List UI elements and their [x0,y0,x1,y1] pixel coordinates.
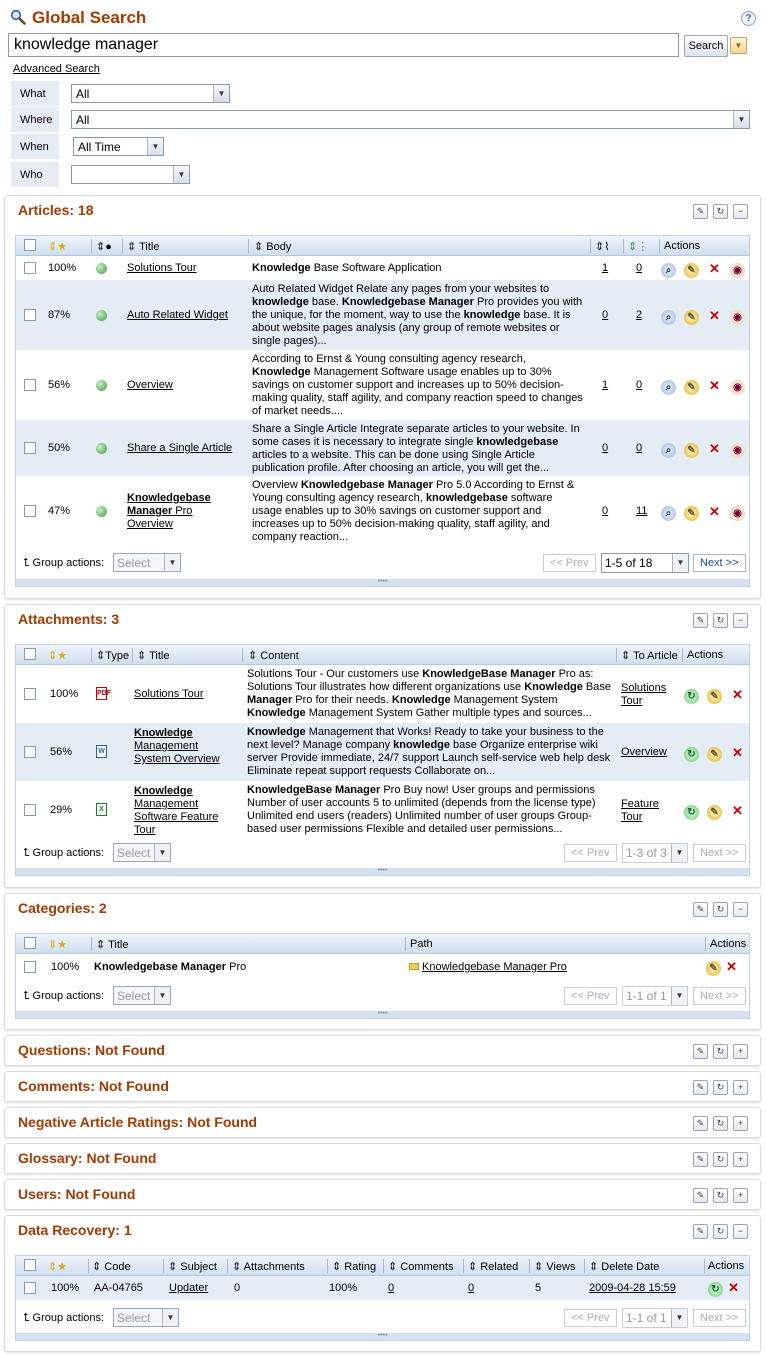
expand-icon[interactable]: + [733,1116,748,1131]
categories-panel [4,893,761,1030]
select-all-checkbox[interactable] [24,648,36,660]
data-recovery-panel [4,1215,761,1352]
attachments-count[interactable]: 0 [602,505,609,517]
preview-icon[interactable]: ◉ [730,506,745,521]
score-sort-icon[interactable]: ⇕★ [48,1261,68,1273]
panel-tools [688,204,748,219]
col-path: Path [410,938,433,950]
article-title-link[interactable]: Knowledgebase Manager Pro Overview [127,492,211,530]
panel-tools [688,613,748,628]
category-path[interactable]: Knowledgebase Manager Pro [409,961,567,973]
word-file-icon: W [96,745,107,758]
record-related[interactable]: 0 [468,1282,475,1294]
preview-icon[interactable]: ◉ [730,380,745,395]
expand-icon[interactable]: + [733,1044,748,1059]
recovery-grid [15,1255,750,1341]
delete-icon[interactable]: ✕ [709,504,720,519]
col-rating[interactable]: ⇕ Rating [332,1261,377,1273]
section-title: Users: Not Found [18,1186,136,1202]
row-checkbox[interactable] [24,262,36,274]
col-type[interactable]: ⇕Type [96,650,130,662]
article-body: Share a Single Article Integrate separate articles to your website. In some cases it is necessary to integrate single knowledgebase articles to a website. This can be done using Single Article publication profile. After choosing an article, you will get the... [252,423,580,474]
search-button[interactable]: Search [684,35,728,57]
refresh-icon[interactable]: ↻ [713,1224,728,1239]
select-all-checkbox[interactable] [24,937,36,949]
edit-icon[interactable]: ✎ [707,689,722,704]
panel-tools [688,1152,748,1167]
next-page-button[interactable]: Next >> [693,554,746,572]
article-title-link[interactable]: Share a Single Article [127,442,233,454]
help-icon[interactable]: ? [741,11,756,26]
prev-page-button[interactable]: << Prev [564,987,617,1005]
filter-what-label: What [11,81,59,106]
refresh-icon[interactable]: ↻ [713,613,728,628]
col-actions: Actions [687,649,724,661]
article-body: Auto Related Widget Relate any pages from your websites to knowledge base. Knowledgebase Manager Pro provides you with the unique, for the moment, way to use the knowledge base. It is about website pages analysis (any group of remote websites or single pages)... [252,283,583,347]
edit-icon[interactable]: ✎ [693,902,708,917]
refresh-icon[interactable]: ↻ [713,1080,728,1095]
page-range-select[interactable]: 1-1 of 1 ▼ [622,986,688,1006]
articles-panel [4,195,761,599]
record-subject[interactable]: Updater [169,1282,209,1294]
article-body: Overview Knowledgebase Manager Pro 5.0 According to Ernst & Young consulting agency research, knowledgebase software usage enables up to 30% savings on customer support and increases up to 50% decision-making quality, staff agility, and company reaction... [252,479,575,543]
delete-icon[interactable]: ✕ [732,745,743,760]
preview-icon[interactable]: ◉ [730,310,745,325]
collapse-icon[interactable]: − [733,1224,748,1239]
row-actions [684,803,753,820]
attachments-sort-icon[interactable]: ⇕⌇ [595,241,610,253]
attachment-content: KnowledgeBase Manager Pro Buy now! User groups and permissions Number of user accounts 5 to unlimited (depends from the license type) Unlimited end users (readers) Unlimited number of user groups Group-based user permissions Flexible and detailed user permissions... [247,784,596,835]
status-icon [96,310,107,321]
group-actions-label: ⮤ Group actions: [23,1312,105,1324]
col-actions: Actions [664,240,701,252]
empty-section-panel [4,1107,761,1138]
view-icon[interactable]: ⌕ [661,310,676,325]
panel-tools [688,1188,748,1203]
resize-handle[interactable]: •••• [16,1333,749,1340]
group-actions-select[interactable]: Select ▼ [113,1308,179,1327]
related-count[interactable]: 11 [636,505,648,517]
edit-icon[interactable]: ✎ [693,1188,708,1203]
delete-icon[interactable]: ✕ [726,959,738,974]
col-title[interactable]: ⇕ Title [96,939,129,951]
article-title-link[interactable]: Auto Related Widget [127,309,228,321]
expand-icon[interactable]: + [733,1152,748,1167]
expand-icon[interactable]: + [733,1188,748,1203]
filter-who-label: Who [11,162,59,187]
col-related[interactable]: ⇕ Related [468,1261,519,1273]
table-row: 100% AA-04765 Updater 0 100% 0 0 5 2009-04-28 15:59 ↻ ✕ [16,1276,749,1300]
resize-handle[interactable]: •••• [16,1011,749,1018]
header [8,6,756,30]
row-actions [684,687,753,704]
panel-tools [688,1224,748,1239]
attachments-grid-header [16,645,749,665]
col-to-article[interactable]: ⇕ To Article [621,650,678,662]
table-row: 56% Overview According to Ernst & Young consulting agency research, Knowledge Management Software usage enables up to 30% savings on customer support and increases up to 50% decision-making quality, staff agility, and company reaction speed to changes of market needs.... 1 0 ⌕ ✎ ✕ ◉ [16,350,749,420]
edit-icon[interactable]: ✎ [684,506,699,521]
edit-icon[interactable]: ✎ [706,961,721,976]
filter-where-select[interactable]: All ▼ [71,110,750,129]
categories-grid-header [16,934,749,954]
select-all-checkbox[interactable] [24,239,36,251]
select-all-checkbox[interactable] [24,1259,36,1271]
attachments-count[interactable]: 0 [602,442,609,454]
row-actions [661,308,753,325]
table-row: 29% X Knowledge Management Software Feature Tour KnowledgeBase Manager Pro Buy now! User groups and permissions Number of user accounts 5 to unlimited (depends from the license type) Unlimited end users (readers) Unlimited number of user groups Group-based user permissions Flexible and detailed user permissions... Feature Tour ↻ ✎ ✕ [16,781,749,839]
preview-icon[interactable]: ◉ [730,263,745,278]
to-article-link[interactable]: Overview [621,746,667,758]
table-row: 100% Solutions Tour Knowledge Base Software Application 1 0 ⌕ ✎ ✕ ◉ [16,256,749,280]
edit-icon[interactable]: ✎ [693,1224,708,1239]
status-sort-icon[interactable]: ⇕● [96,241,112,253]
filter-where-label: Where [11,107,59,132]
col-actions: Actions [710,938,747,950]
group-actions-select[interactable]: Select ▼ [113,553,181,572]
section-title: Negative Article Ratings: Not Found [18,1114,258,1130]
record-rating: 100% [329,1282,358,1294]
attachments-count[interactable]: 1 [602,379,609,391]
attachment-content: Solutions Tour - Our customers use KnowledgeBase Manager Pro as: Solutions Tour illustrates how different organizations use Knowledge Base Manager Pro for their needs. Knowledge Management System Knowledge Management System Gather multiple types and sources... [247,668,612,719]
refresh-icon[interactable]: ↻ [713,1116,728,1131]
chevron-down-icon: ▼ [173,166,189,183]
delete-icon[interactable]: ✕ [709,308,720,323]
record-code: AA-04765 [94,1282,143,1294]
edit-icon[interactable]: ✎ [707,805,722,820]
next-page-button[interactable]: Next >> [693,844,746,862]
table-row: 100% Knowledgebase Manager Pro Knowledgebase Manager Pro ✎ ✕ [16,954,749,980]
restore-icon[interactable]: ↻ [708,1282,723,1297]
row-actions [684,745,753,762]
group-actions-select[interactable]: Select ▼ [113,986,171,1005]
attachment-title-link[interactable]: Knowledge Management System Overview [134,727,220,765]
folder-icon [409,963,419,970]
row-checkbox[interactable] [24,505,36,517]
related-count[interactable]: 2 [636,309,643,321]
articles-title: Articles: 18 [18,202,94,218]
empty-section-panel [4,1071,761,1102]
filter-when-select[interactable]: All Time ▼ [73,137,164,156]
attachments-panel [4,604,761,888]
col-content[interactable]: ⇕ Content [248,650,299,662]
section-title: Comments: Not Found [18,1078,169,1094]
delete-icon[interactable]: ✕ [728,1280,740,1295]
view-icon[interactable]: ⌕ [661,506,676,521]
refresh-icon[interactable]: ↻ [713,204,728,219]
delete-icon[interactable]: ✕ [732,803,743,818]
col-delete-date[interactable]: ⇕ Delete Date [589,1261,660,1273]
delete-icon[interactable]: ✕ [732,687,743,702]
row-actions [661,378,753,395]
status-icon [96,443,107,454]
to-article-link[interactable]: Solutions Tour [621,682,667,707]
view-icon[interactable]: ⌕ [661,443,676,458]
group-actions-select[interactable]: Select ▼ [113,843,171,862]
prev-page-button[interactable]: << Prev [564,1309,617,1327]
table-row: 100% PDF Solutions Tour Solutions Tour - Our customers use KnowledgeBase Manager Pro as: Solutions Tour illustrates how different organizations use Knowledge Base Manager Pro for their needs. Knowledge Management System Knowledge Management System Gather multiple types and sources... Solutions Tour ↻ ✎ ✕ [16,665,749,723]
prev-page-button[interactable]: << Prev [564,844,617,862]
categories-grid [15,933,750,1019]
articles-grid [15,235,750,587]
recovery-grid-header [16,1256,749,1276]
panel-tools [688,902,748,917]
score-sort-icon[interactable]: ⇕★ [48,939,68,951]
col-body[interactable]: ⇕ Body [254,241,292,253]
article-title-link[interactable]: Solutions Tour [127,262,197,274]
related-count[interactable]: 0 [636,262,643,274]
row-checkbox[interactable] [24,804,36,816]
group-actions-label: ⮤ Group actions: [23,847,105,859]
excel-file-icon: X [96,803,107,816]
restore-icon[interactable]: ↻ [684,747,699,762]
next-page-button[interactable]: Next >> [693,987,746,1005]
table-row: 47% Knowledgebase Manager Pro Overview Overview Knowledgebase Manager Pro 5.0 According to Ernst & Young consulting agency research, knowledgebase software usage enables up to 30% savings on customer support and increases up to 50% decision-making quality, staff agility, and company reaction... 0 11 ⌕ ✎ ✕ ◉ [16,476,749,546]
col-comments[interactable]: ⇕ Comments [388,1261,454,1273]
related-count[interactable]: 0 [636,442,643,454]
edit-icon[interactable]: ✎ [693,1044,708,1059]
articles-grid-header [16,236,749,256]
delete-icon[interactable]: ✕ [709,378,720,393]
record-delete-date[interactable]: 2009-04-28 15:59 [589,1282,676,1294]
related-count[interactable]: 0 [636,379,643,391]
score-sort-icon[interactable]: ⇕★ [48,241,68,253]
delete-icon[interactable]: ✕ [709,441,720,456]
panel-tools [688,1080,748,1095]
filter-who [11,162,751,187]
edit-icon[interactable]: ✎ [684,380,699,395]
col-title[interactable]: ⇕ Title [127,241,160,253]
edit-icon[interactable]: ✎ [707,747,722,762]
edit-icon[interactable]: ✎ [693,204,708,219]
col-title[interactable]: ⇕ Title [137,650,170,662]
category-title: Knowledgebase Manager Pro [94,961,247,973]
empty-section-panel [4,1035,761,1066]
score-sort-icon[interactable]: ⇕★ [48,650,68,662]
refresh-icon[interactable]: ↻ [713,1044,728,1059]
delete-icon[interactable]: ✕ [709,261,720,276]
attachments-grid [15,644,750,876]
col-subject[interactable]: ⇕ Subject [168,1261,217,1273]
edit-icon[interactable]: ✎ [693,1152,708,1167]
row-checkbox[interactable] [24,746,36,758]
edit-icon[interactable]: ✎ [684,310,699,325]
advanced-search-link[interactable]: Advanced Search [13,63,100,75]
filter-when [11,134,751,159]
row-checkbox[interactable] [24,688,36,700]
refresh-icon[interactable]: ↻ [713,1188,728,1203]
expand-icon[interactable]: + [733,1080,748,1095]
article-body: Knowledge Base Software Application [252,262,442,274]
prev-page-button[interactable]: << Prev [543,554,596,572]
table-row: 56% W Knowledge Management System Overview Knowledge Management that Works! Ready to take your business to the next level? Manage company knowledge base Organize enterprise wiki server Provide immediate, 24/7 support Launch self-service web help desk Eliminate repeat support requests Collaborate on... Overview ↻ ✎ ✕ [16,723,749,781]
collapse-icon[interactable]: − [733,204,748,219]
col-actions: Actions [708,1260,745,1272]
edit-icon[interactable]: ✎ [693,1080,708,1095]
row-actions [661,441,753,458]
related-sort-icon[interactable]: ⇕⋮ [628,241,649,253]
attachments-title: Attachments: 3 [18,611,120,627]
page-title: Global Search [32,8,147,27]
group-actions-label: ⮤ Group actions: [23,990,105,1002]
row-checkbox[interactable] [24,961,36,973]
pdf-file-icon: PDF [96,687,107,700]
status-icon [96,506,107,517]
row-checkbox[interactable] [24,1282,36,1294]
table-row: 87% Auto Related Widget Auto Related Widget Relate any pages from your websites to knowledge base. Knowledgebase Manager Pro provides you with the unique, for the moment, way to use the knowledge base. It is about website pages analysis (any group of remote websites or single pages)... 0 2 ⌕ ✎ ✕ ◉ [16,280,749,350]
collapse-icon[interactable]: − [733,613,748,628]
to-article-link[interactable]: Feature Tour [621,798,659,823]
search-options-dropdown-icon[interactable]: ▼ [730,37,747,54]
row-checkbox[interactable] [24,442,36,454]
record-views: 5 [535,1282,542,1294]
row-actions [708,1280,741,1297]
record-comments[interactable]: 0 [388,1282,395,1294]
refresh-icon[interactable]: ↻ [713,1152,728,1167]
filter-when-label: When [11,134,59,159]
restore-icon[interactable]: ↻ [684,689,699,704]
resize-handle[interactable]: •••• [16,868,749,875]
chevron-down-icon: ▼ [147,138,163,155]
edit-icon[interactable]: ✎ [684,443,699,458]
refresh-icon[interactable]: ↻ [713,902,728,917]
next-page-button[interactable]: Next >> [693,1309,746,1327]
section-title: Questions: Not Found [18,1042,165,1058]
data-recovery-title: Data Recovery: 1 [18,1222,132,1238]
group-actions-label: ⮤ Group actions: [23,557,105,569]
chevron-down-icon: ▼ [733,111,749,128]
status-icon [96,263,107,274]
attachments-count[interactable]: 0 [602,309,609,321]
attachments-count[interactable]: 1 [602,262,609,274]
empty-section-panel [4,1179,761,1210]
row-checkbox[interactable] [24,309,36,321]
collapse-icon[interactable]: − [733,902,748,917]
record-attachments: 0 [234,1282,241,1294]
page-range-select[interactable]: 1-3 of 3 ▼ [622,843,688,863]
attachment-title-link[interactable]: Knowledge Management Software Feature Tour [134,785,219,836]
status-icon [96,380,107,391]
panel-tools [688,1044,748,1059]
chevron-down-icon: ▼ [213,85,229,102]
restore-icon[interactable]: ↻ [684,805,699,820]
row-actions [706,959,739,976]
filter-what [11,81,751,106]
filter-who-select[interactable] [71,165,190,184]
attachment-title-link[interactable]: Solutions Tour [134,688,204,700]
edit-icon[interactable]: ✎ [693,1116,708,1131]
section-title: Glossary: Not Found [18,1150,157,1166]
article-body: According to Ernst & Young consulting agency research, Knowledge Management Software usage enables up to 30% savings on customer support and increases up to 50% decision-making quality, staff agility, and company reaction speed to changes of market needs.... [252,353,583,417]
row-actions [661,504,753,521]
filter-where [11,107,751,132]
attachment-content: Knowledge Management that Works! Ready to take your business to the next level? Manage company knowledge base Organize enterprise wiki server Provide immediate, 24/7 support Launch self-service web help desk Eliminate repeat support requests Collaborate on... [247,726,611,777]
row-actions [661,261,753,278]
article-title-link[interactable]: Overview [127,379,173,391]
col-views[interactable]: ⇕ Views [534,1261,576,1273]
resize-handle[interactable]: •••• [16,579,749,586]
view-icon[interactable]: ⌕ [661,380,676,395]
view-icon[interactable]: ⌕ [661,263,676,278]
col-code[interactable]: ⇕ Code [92,1261,131,1273]
row-checkbox[interactable] [24,379,36,391]
empty-section-panel [4,1143,761,1174]
table-row: 50% Share a Single Article Share a Single Article Integrate separate articles to your website. In some cases it is necessary to integrate single knowledgebase articles to a website. This can be done using Single Article publication profile. After choosing an article, you will get the... 0 0 ⌕ ✎ ✕ ◉ [16,420,749,476]
col-attachments[interactable]: ⇕ Attachments [232,1261,305,1273]
filter-what-select[interactable]: All ▼ [71,84,230,103]
search-input[interactable] [8,33,679,57]
panel-tools [688,1116,748,1131]
edit-icon[interactable]: ✎ [684,263,699,278]
preview-icon[interactable]: ◉ [730,443,745,458]
search-icon [10,9,26,25]
page-range-select[interactable]: 1-5 of 18 ▼ [601,553,689,573]
edit-icon[interactable]: ✎ [693,613,708,628]
page-range-select[interactable]: 1-1 of 1 ▼ [622,1308,688,1328]
categories-title: Categories: 2 [18,900,107,916]
